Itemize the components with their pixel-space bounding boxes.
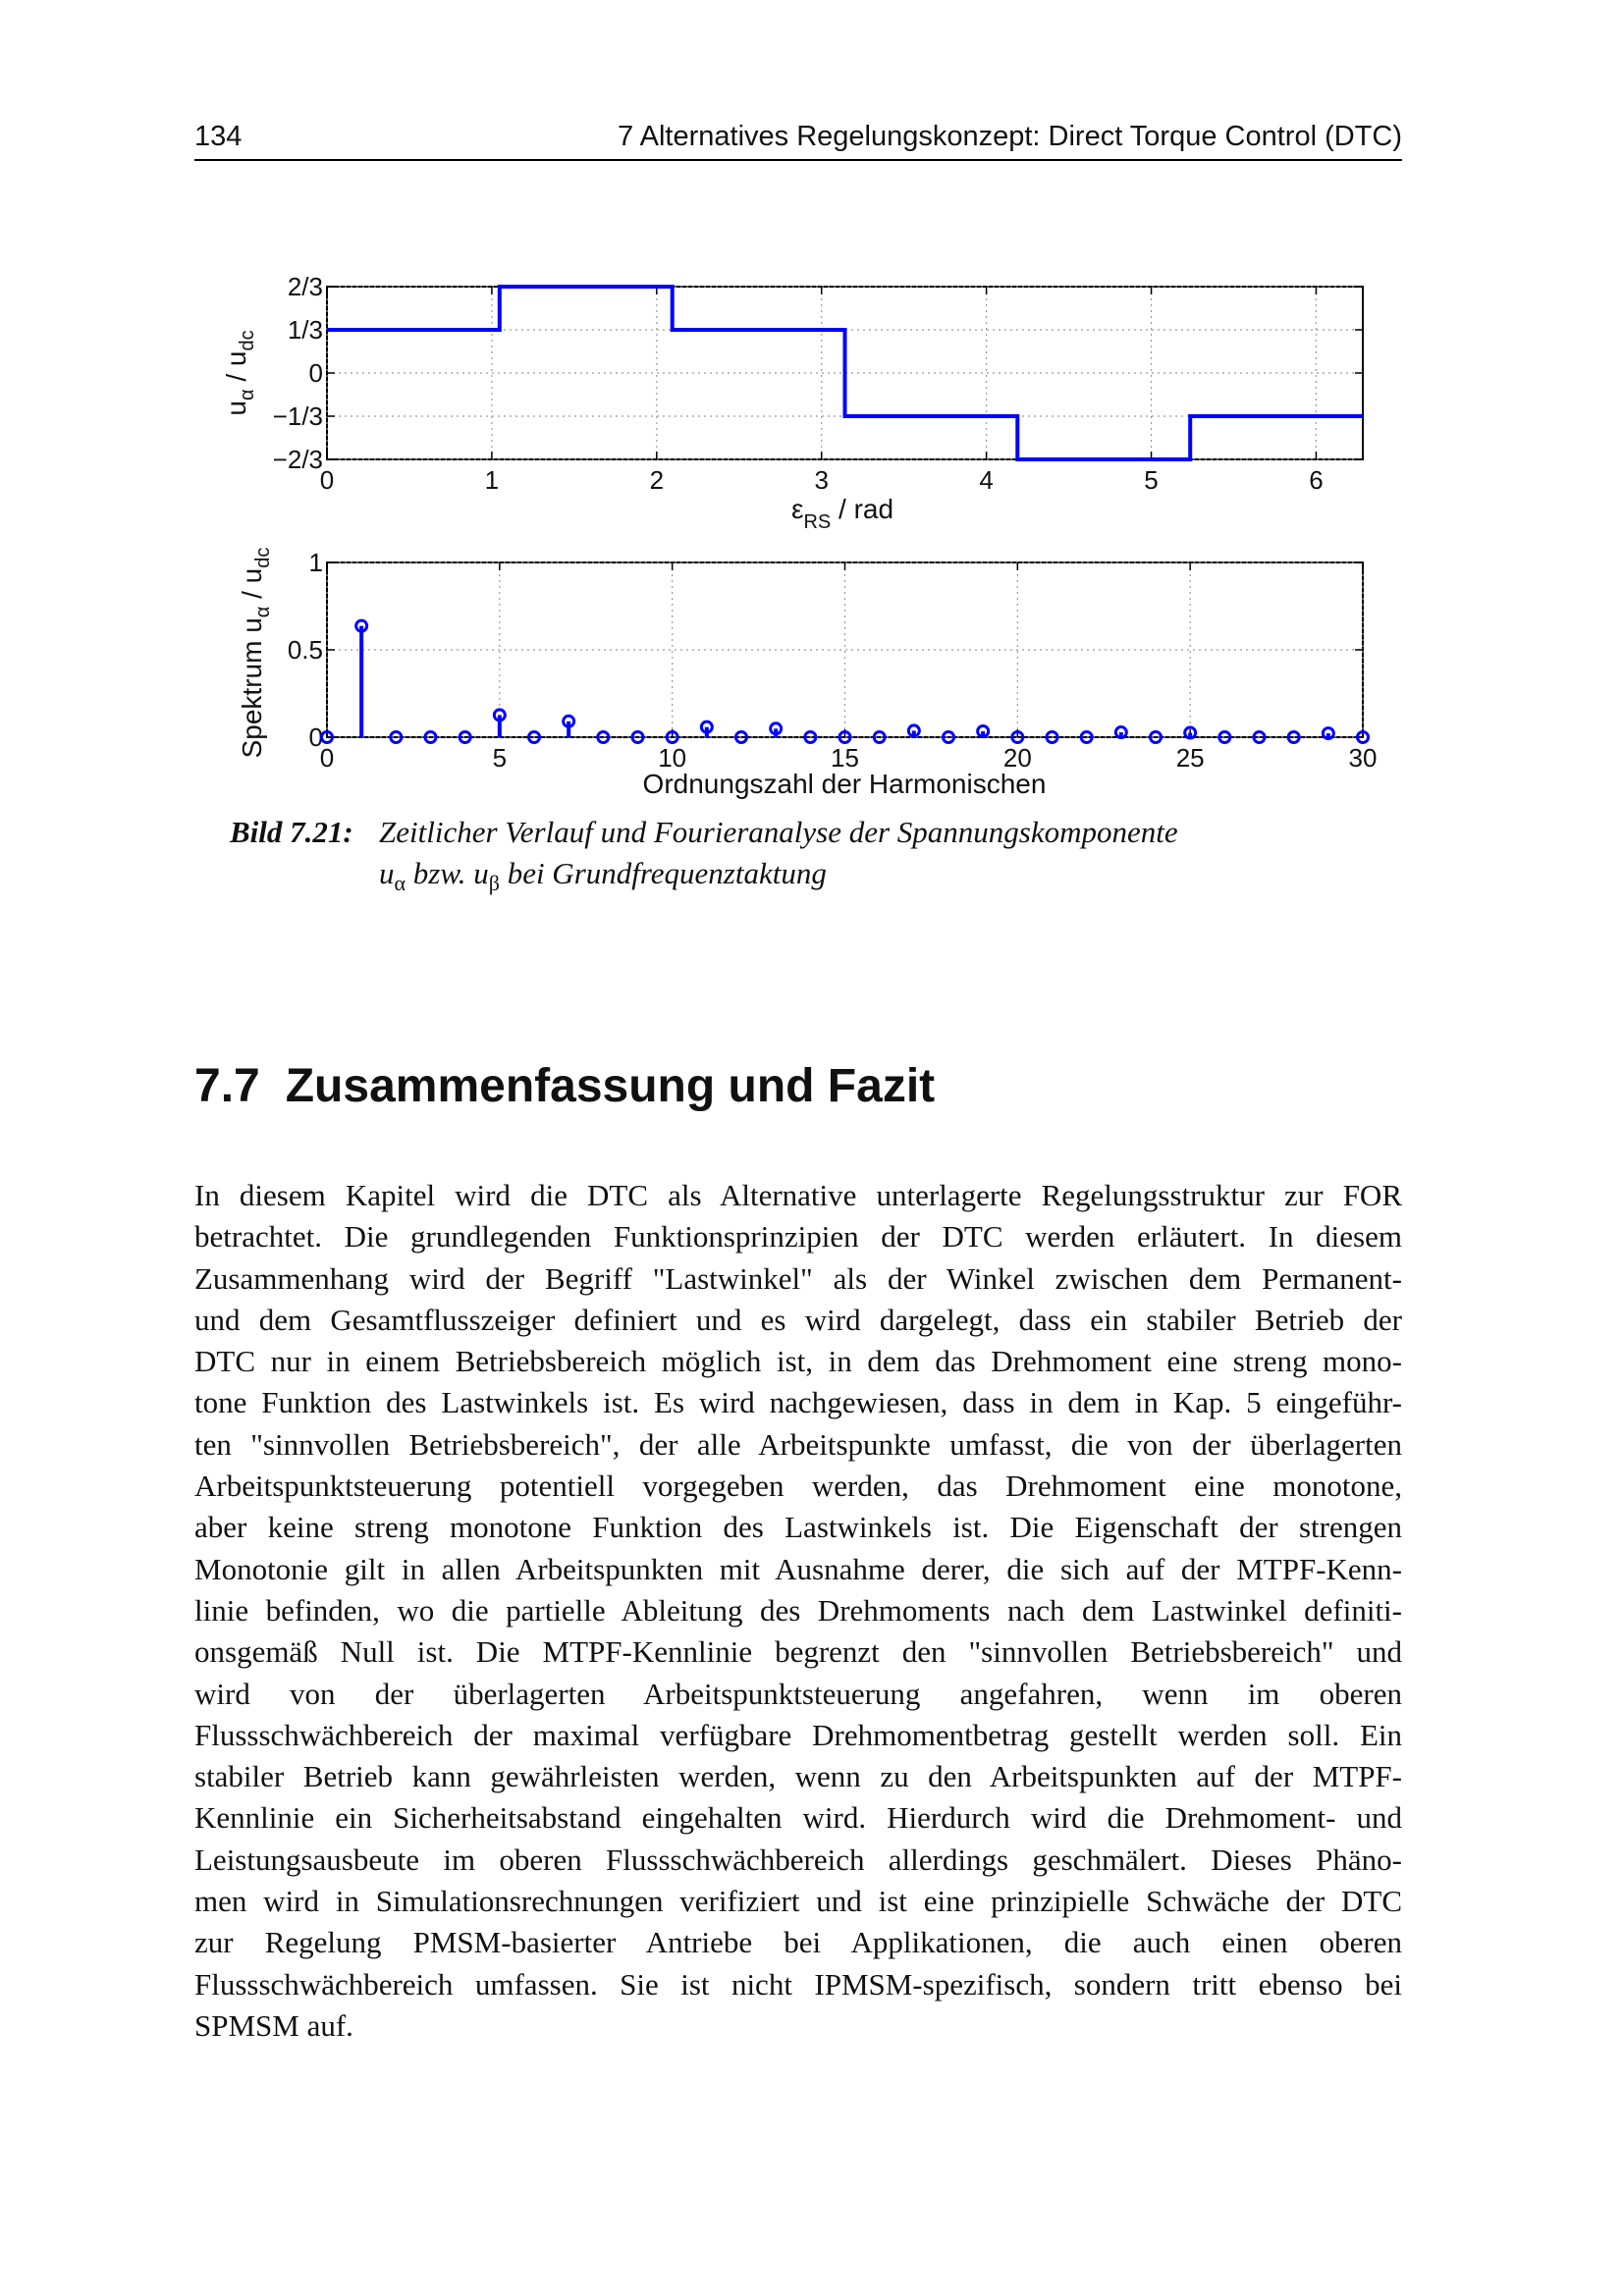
caption-u-alpha: u <box>379 856 395 890</box>
y-label-sub-alpha: α <box>237 389 258 401</box>
x-tick-label: 10 <box>658 743 687 773</box>
figure-7-21 <box>0 0 1623 805</box>
y-label-main: u <box>221 400 251 416</box>
body-line: Monotonie gilt in allen Arbeitspunkten mit Ausnahme derer, die sich auf der MTPF-Kenn- <box>194 1551 1402 1586</box>
spec-y-label-sub-alpha: α <box>252 606 274 618</box>
body-line: Flussschwächbereich umfassen. Sie ist nicht IPMSM-spezifisch, sondern tritt ebenso bei <box>194 1966 1402 2002</box>
x-label-sub-rs: RS <box>803 511 832 533</box>
body-line: ten "sinnvollen Betriebsbereich", der alle Arbeitspunkte umfasst, die von der überlagerten <box>194 1426 1402 1462</box>
y-tick-label: −1/3 <box>272 400 323 431</box>
body-text <box>194 1175 1402 2047</box>
section-heading <box>194 1059 935 1113</box>
body-line: SPMSM auf. <box>194 2007 353 2043</box>
voltage-waveform-line <box>327 287 1363 459</box>
x-label-unit: / rad <box>831 494 894 524</box>
time-plot <box>221 272 1363 533</box>
body-line: onsgemäß Null ist. Die MTPF-Kennlinie begrenzt den "sinnvollen Betriebsbereich" und <box>194 1634 1402 1670</box>
x-tick-label: 3 <box>814 465 829 495</box>
time-plot-x-label <box>791 494 893 533</box>
spectrum-plot-ticks <box>288 548 1378 773</box>
body-line: Arbeitspunktsteuerung potentiell vorgegeben werden, das Drehmoment eine monotone, <box>194 1468 1402 1504</box>
body-line: stabiler Betrieb kann gewährleisten werden, wenn zu den Arbeitspunkten auf der MTPF- <box>194 1759 1402 1794</box>
x-tick-label: 20 <box>1002 743 1032 773</box>
caption-bzw-u: bzw. u <box>406 856 489 890</box>
x-tick-label: 5 <box>1144 465 1159 495</box>
spec-y-label-sub-dc: dc <box>252 547 274 568</box>
x-tick-label: 0 <box>319 465 335 495</box>
body-line: wird von der überlagerten Arbeitspunktsteuerung angefahren, wenn im oberen <box>194 1676 1402 1711</box>
y-label-mid: / u <box>221 350 251 390</box>
body-line: In diesem Kapitel wird die DTC als Alternative unterlagerte Regelungsstruktur zur FOR <box>194 1178 1402 1212</box>
body-line: Leistungsausbeute im oberen Flussschwächbereich allerdings geschmälert. Dieses Phäno- <box>194 1842 1402 1877</box>
body-line: Zusammenhang wird der Begriff "Lastwinkel" als der Winkel zwischen dem Permanent- <box>194 1260 1402 1296</box>
y-tick-label: 0 <box>308 358 323 388</box>
spectrum-plot-x-label: Ordnungszahl der Harmonischen <box>642 769 1047 799</box>
x-tick-label: 30 <box>1348 743 1378 773</box>
y-tick-label: 2/3 <box>287 272 323 301</box>
y-tick-label: 0.5 <box>287 635 323 665</box>
x-tick-label: 2 <box>649 465 665 495</box>
body-line: men wird in Simulationsrechnungen verifiziert und ist eine prinzipielle Schwäche der DTC <box>194 1884 1402 1919</box>
time-plot-y-label <box>221 330 258 415</box>
caption-tail: bei Grundfrequenztaktung <box>499 856 827 890</box>
spec-y-label-mid: / u <box>237 567 267 607</box>
y-tick-label: 1/3 <box>287 315 323 346</box>
caption-label: Bild 7.21: <box>230 815 353 849</box>
body-line: linie befinden, wo die partielle Ableitung des Drehmoments nach dem Lastwinkel definiti- <box>194 1592 1402 1628</box>
body-line: und dem Gesamtflusszeiger definiert und es wird dargelegt, dass ein stabiler Betrieb der <box>194 1302 1402 1337</box>
x-tick-label: 5 <box>492 743 508 773</box>
body-line: DTC nur in einem Betriebsbereich möglich ist, in dem das Drehmoment eine streng mono- <box>194 1344 1402 1379</box>
x-tick-label: 0 <box>319 743 335 773</box>
spectrum-plot-grid <box>327 562 1363 737</box>
y-tick-label: 0 <box>308 722 323 752</box>
time-plot-ticks <box>273 272 1363 495</box>
x-tick-label: 15 <box>831 743 859 773</box>
running-title: 7 Alternatives Regelungskonzept: Direct Torque Control (DTC) <box>618 121 1402 152</box>
spec-y-label-main: Spektrum u <box>237 617 267 759</box>
caption-sub-alpha: α <box>394 871 406 896</box>
page-number: 134 <box>194 121 243 152</box>
y-label-sub-dc: dc <box>237 330 258 351</box>
caption-sub-beta: β <box>488 871 500 896</box>
caption-line-2 <box>379 856 827 896</box>
y-tick-label: −2/3 <box>272 445 323 474</box>
spectrum-plot-y-label <box>237 548 274 759</box>
spectrum-plot <box>237 548 1377 799</box>
section-title: Zusammenfassung und Fazit <box>285 1060 936 1112</box>
body-line: zur Regelung PMSM-basierter Antriebe bei Applikationen, die auch einen oberen <box>194 1925 1402 1960</box>
x-tick-label: 6 <box>1309 465 1324 495</box>
x-tick-label: 4 <box>979 465 994 495</box>
caption-line-1: Zeitlicher Verlauf und Fourieranalyse der Spannungskomponente <box>379 815 1178 849</box>
x-label-epsilon: ε <box>790 494 804 524</box>
section-number: 7.7 <box>194 1060 260 1112</box>
body-line: tone Funktion des Lastwinkels ist. Es wird nachgewiesen, dass in dem in Kap. 5 eingeführ- <box>194 1385 1402 1420</box>
body-line: betrachtet. Die grundlegenden Funktionsprinzipien der DTC werden erläutert. In diesem <box>194 1219 1402 1255</box>
x-tick-label: 1 <box>484 465 500 495</box>
body-line: Flussschwächbereich der maximal verfügbare Drehmomentbetrag gestellt werden soll. Ein <box>194 1717 1402 1752</box>
body-line: Kennlinie ein Sicherheitsabstand eingehalten wird. Hierdurch wird die Drehmoment- und <box>194 1800 1402 1836</box>
body-line: aber keine streng monotone Funktion des Lastwinkels ist. Die Eigenschaft der strengen <box>194 1510 1402 1545</box>
x-tick-label: 25 <box>1175 743 1205 773</box>
y-tick-label: 1 <box>308 548 323 577</box>
